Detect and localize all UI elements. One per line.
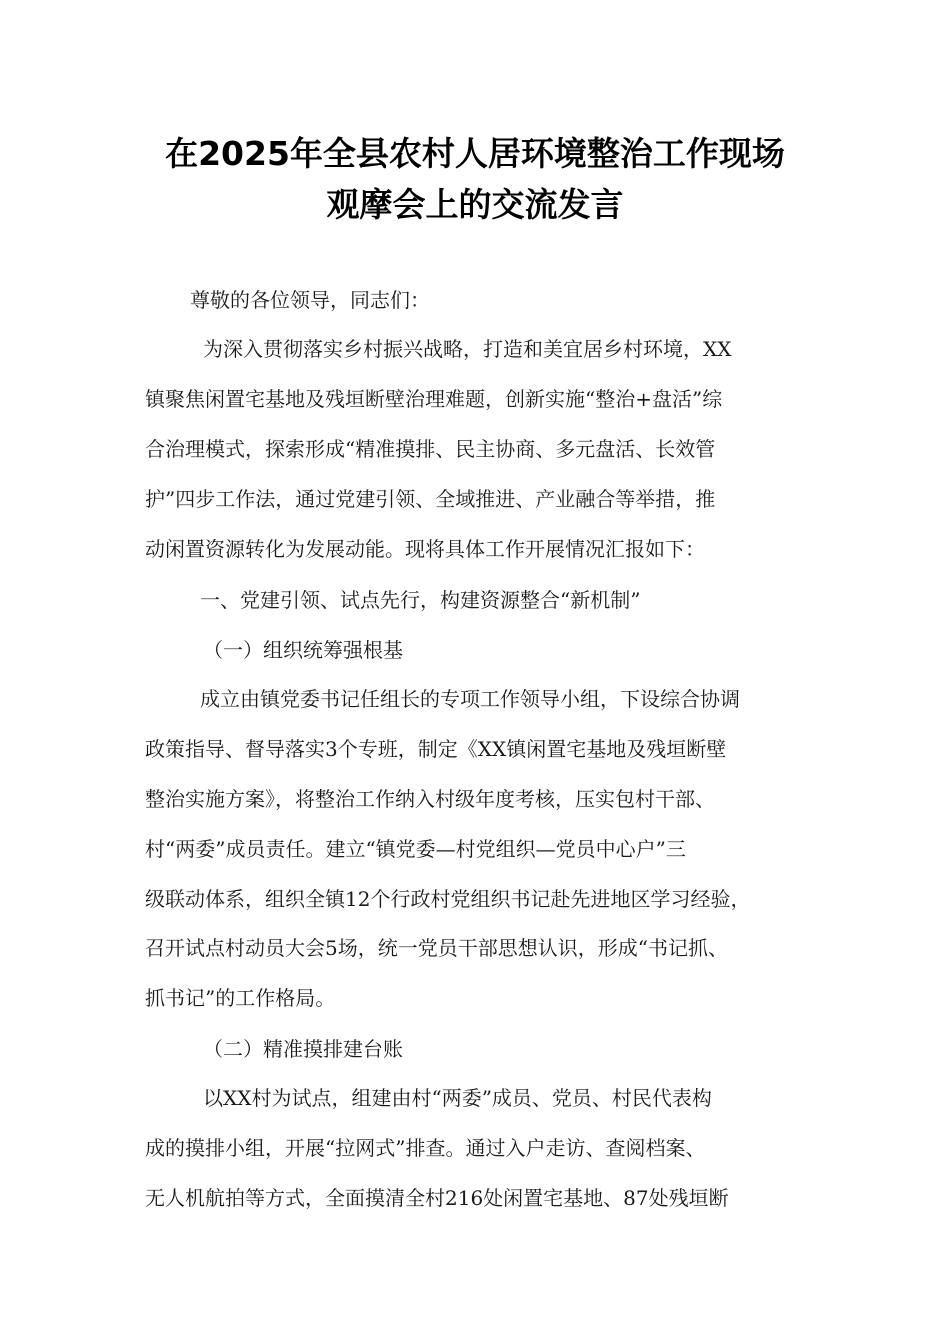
paragraph-line: 抓书记”的工作格局。 [145,986,336,1010]
paragraph-line: 护”四步工作法，通过党建引领、全域推进、产业融合等举措，推 [145,487,716,511]
paragraph-line: 无人机航拍等方式，全面摸清全村216处闲置宅基地、87处残垣断 [145,1186,729,1210]
subsection-heading-2: （二）精准摸排建台账 [203,1037,403,1061]
section-heading-1: 一、党建引领、试点先行，构建资源整合“新机制” [200,588,641,612]
paragraph-line: 合治理模式，探索形成“精准摸排、民主协商、多元盘活、长效管 [145,437,716,461]
document-title-line-2: 观摩会上的交流发言 [326,185,624,224]
paragraph-line: 成立由镇党委书记任组长的专项工作领导小组，下设综合协调 [200,687,740,711]
paragraph-line: 动闲置资源转化为发展动能。现将具体工作开展情况汇报如下： [145,537,705,561]
paragraph-line: 成的摸排小组，开展“拉网式”排查。通过入户走访、查阅档案、 [145,1136,706,1160]
paragraph-line: 召开试点村动员大会5场，统一党员干部思想认识，形成“书记抓、 [145,936,728,960]
document-title-line-1: 在2025年全县农村人居环境整治工作现场 [165,134,785,173]
subsection-heading-1: （一）组织统筹强根基 [203,638,403,662]
paragraph-line: 镇聚焦闲置宅基地及残垣断壁治理难题，创新实施“整治+盘活”综 [145,387,723,411]
salutation: 尊敬的各位领导，同志们： [190,288,430,312]
paragraph-line: 政策指导、督导落实3个专班，制定《XX镇闲置宅基地及残垣断壁 [145,737,727,761]
paragraph-line: 以XX村为试点，组建由村“两委”成员、党员、村民代表构 [203,1086,712,1110]
paragraph-line: 级联动体系，组织全镇12个行政村党组织书记赴先进地区学习经验， [145,887,751,911]
paragraph-line: 整治实施方案》，将整治工作纳入村级年度考核，压实包村干部、 [145,787,715,811]
paragraph-line: 村“两委”成员责任。建立“镇党委—村党组织—党员中心户”三 [145,837,686,861]
paragraph-line: 为深入贯彻落实乡村振兴战略，打造和美宜居乡村环境，XX [203,337,732,361]
